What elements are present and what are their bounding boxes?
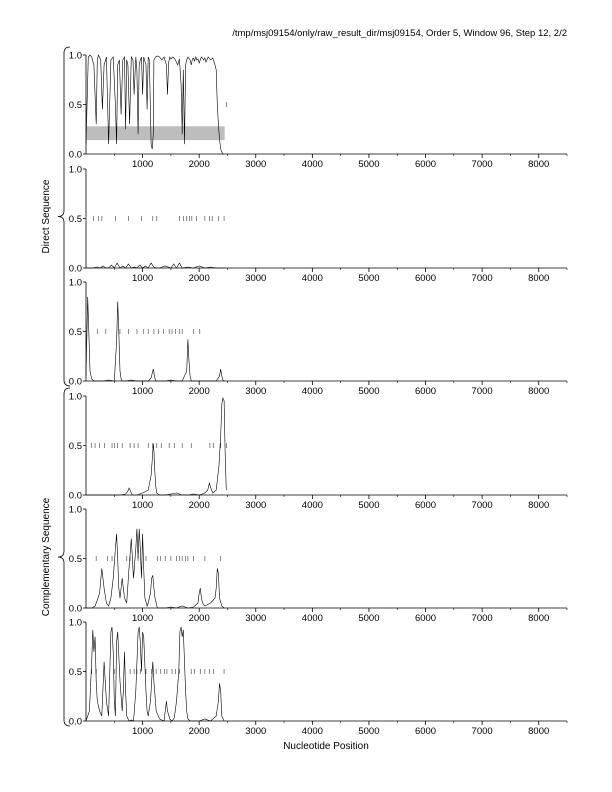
- y-tick-label: 1.0: [68, 277, 82, 289]
- x-tick-label: 4000: [301, 386, 323, 397]
- y-tick-label: 0.5: [68, 554, 82, 565]
- x-tick-label: 8000: [528, 159, 550, 170]
- x-tick-label: 7000: [471, 500, 493, 511]
- x-tick-label: 7000: [471, 159, 493, 170]
- y-tick-label: 1.0: [68, 617, 82, 629]
- y-tick-label: 0.0: [68, 603, 82, 615]
- panel-4: [69, 392, 567, 512]
- series-line: [86, 529, 224, 608]
- y-tick-label: 0.5: [68, 100, 82, 111]
- x-tick-label: 4000: [301, 726, 323, 737]
- x-tick-label: 4000: [301, 500, 323, 511]
- y-tick-label: 0.0: [68, 376, 82, 388]
- x-tick-label: 5000: [358, 613, 380, 624]
- x-tick-label: 4000: [301, 613, 323, 624]
- x-tick-label: 6000: [414, 613, 437, 624]
- x-tick-label: 5000: [358, 273, 380, 284]
- x-tick-label: 7000: [471, 613, 493, 624]
- x-tick-label: 6000: [414, 273, 437, 284]
- x-tick-label: 1000: [132, 159, 154, 170]
- series-line: [86, 627, 224, 721]
- x-tick-label: 8000: [528, 273, 550, 284]
- x-tick-label: 6000: [414, 159, 437, 170]
- x-tick-label: 2000: [188, 500, 210, 511]
- x-tick-label: 3000: [245, 386, 267, 397]
- x-tick-label: 3000: [245, 500, 267, 511]
- panel-6: [69, 618, 567, 738]
- header-path-text: /tmp/msj09154/only/raw_result_dir/msj09154, Order 5, Window 96, Step 12, 2/2: [232, 28, 567, 39]
- y-tick-label: 0.5: [68, 441, 82, 452]
- x-tick-label: 5000: [358, 500, 380, 511]
- shaded-band: [86, 126, 225, 140]
- chart-panels: [69, 51, 567, 738]
- y-tick-label: 0.0: [68, 149, 82, 161]
- y-tick-label: 0.0: [68, 263, 82, 275]
- group-label-1: Direct Sequence: [41, 179, 52, 254]
- x-tick-label: 4000: [301, 273, 323, 284]
- panel-3: [69, 278, 567, 398]
- x-tick-label: 7000: [471, 273, 493, 284]
- x-tick-label: 1000: [132, 500, 154, 511]
- x-tick-label: 8000: [528, 386, 550, 397]
- x-tick-label: 3000: [245, 273, 267, 284]
- x-tick-label: 4000: [301, 159, 323, 170]
- x-tick-label: 1000: [132, 273, 154, 284]
- series-line: [86, 297, 224, 381]
- x-tick-label: 2000: [188, 386, 210, 397]
- x-tick-label: 3000: [245, 726, 267, 737]
- y-tick-label: 1.0: [68, 50, 82, 62]
- x-tick-label: 8000: [528, 726, 550, 737]
- y-tick-label: 0.0: [68, 490, 82, 502]
- x-tick-label: 2000: [188, 159, 210, 170]
- panel-2: [69, 165, 567, 285]
- x-tick-label: 3000: [245, 613, 267, 624]
- x-tick-label: 2000: [188, 273, 210, 284]
- x-tick-label: 8000: [528, 500, 550, 511]
- x-tick-label: 5000: [358, 159, 380, 170]
- y-tick-label: 1.0: [68, 391, 82, 403]
- y-tick-label: 0.0: [68, 716, 82, 728]
- x-tick-label: 3000: [245, 159, 267, 170]
- y-tick-label: 1.0: [68, 504, 82, 516]
- x-tick-label: 2000: [188, 726, 210, 737]
- x-tick-label: 7000: [471, 386, 493, 397]
- x-tick-label: 5000: [358, 386, 380, 397]
- x-axis-title: Nucleotide Position: [283, 741, 369, 752]
- group-label-2: Complementary Sequence: [41, 497, 52, 617]
- x-tick-label: 1000: [132, 386, 154, 397]
- y-tick-label: 0.5: [68, 327, 82, 338]
- series-line: [86, 398, 226, 495]
- x-tick-label: 6000: [414, 386, 437, 397]
- x-tick-label: 2000: [188, 613, 210, 624]
- x-tick-label: 6000: [414, 726, 437, 737]
- group-brackets: [41, 47, 70, 726]
- y-tick-label: 1.0: [68, 164, 82, 176]
- y-tick-label: 0.5: [68, 214, 82, 225]
- series-line: [86, 263, 225, 268]
- x-tick-label: 1000: [132, 726, 154, 737]
- x-tick-label: 8000: [528, 613, 550, 624]
- x-tick-label: 1000: [132, 613, 154, 624]
- x-tick-label: 5000: [358, 726, 380, 737]
- panel-5: [69, 505, 567, 625]
- panel-1: [69, 51, 567, 171]
- x-tick-label: 7000: [471, 726, 493, 737]
- x-tick-label: 6000: [414, 500, 437, 511]
- y-tick-label: 0.5: [68, 667, 82, 678]
